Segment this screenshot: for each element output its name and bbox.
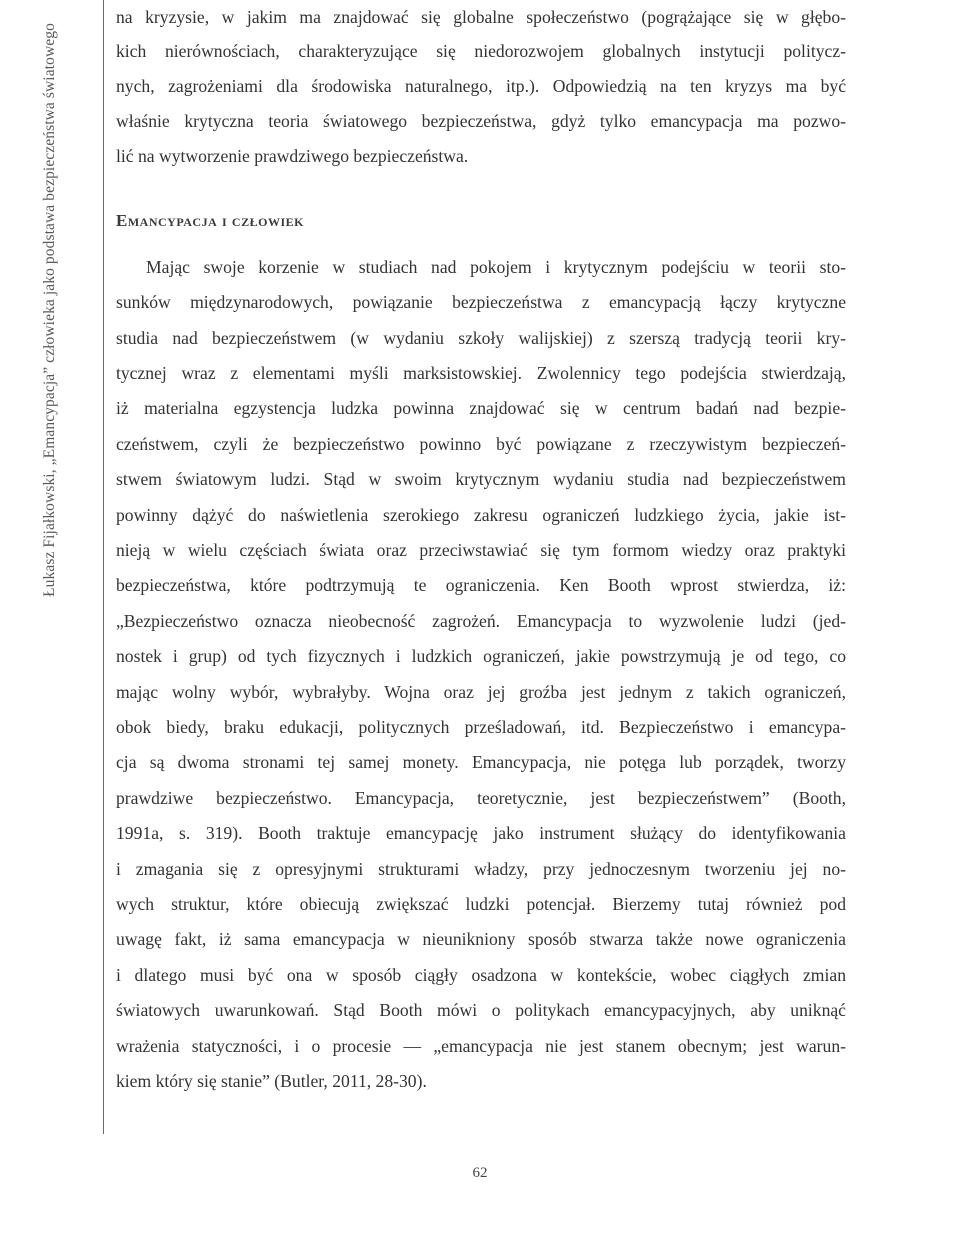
text-line: światowych uwarunkowań. Stąd Booth mówi o politykach emancypacyjnych, aby uniknąć [116, 1000, 846, 1020]
text-line: właśnie krytyczna teoria światowego bezpieczeństwa, gdyż tylko emancypacja ma pozwo- [116, 111, 846, 131]
text-line: czeństwem, czyli że bezpieczeństwo powinno być powiązane z rzeczywistym bezpieczeń- [116, 434, 846, 454]
text-line: stwem światowym ludzi. Stąd w swoim krytycznym wydaniu studia nad bezpieczeństwem [116, 469, 846, 489]
text-line: prawdziwe bezpieczeństwo. Emancypacja, teoretycznie, jest bezpieczeństwem” (Booth, [116, 788, 846, 808]
text-line: i zmagania się z opresyjnymi strukturami władzy, przy jednoczesnym tworzeniu jej no- [116, 859, 846, 879]
text-line: Mając swoje korzenie w studiach nad pokojem i krytycznym podejściu w teorii sto- [146, 257, 846, 277]
text-line: kich nierównościach, charakteryzujące się niedorozwojem globalnych instytucji politycz- [116, 41, 846, 61]
text-line: 1991a, s. 319). Booth traktuje emancypację jako instrument służący do identyfikowania [116, 823, 846, 843]
text-line: lić na wytworzenie prawdziwego bezpieczeństwa. [116, 146, 469, 166]
vertical-rule [103, 0, 104, 1134]
text-line: bezpieczeństwa, które podtrzymują te ograniczenia. Ken Booth wprost stwierdza, iż: [116, 575, 846, 595]
text-line: powinny dążyć do naświetlenia szerokiego zakresu ograniczeń ludzkiego życia, jakie ist- [116, 505, 846, 525]
text-line: uwagę fakt, iż sama emancypacja w nieunikniony sposób stwarza także nowe ograniczenia [116, 929, 846, 949]
text-line: kiem który się stanie” (Butler, 2011, 28-30). [116, 1071, 427, 1091]
text-line: i dlatego musi być ona w sposób ciągły osadzona w kontekście, wobec ciągłych zmian [116, 965, 846, 985]
text-line: nostek i grup) od tych fizycznych i ludzkich ograniczeń, jakie powstrzymują je od tego, co [116, 646, 846, 666]
text-line: tycznej wraz z elementami myśli marksistowskiej. Zwolennicy tego podejścia stwierdzają, [116, 363, 846, 383]
text-line: nieją w wielu częściach świata oraz przeciwstawiać się tym formom wiedzy oraz praktyki [116, 540, 846, 560]
text-line: sunków międzynarodowych, powiązanie bezpieczeństwa z emancypacją łączy krytyczne [116, 292, 846, 312]
running-header-column [0, 0, 100, 1134]
text-line: wych struktur, które obiecują zwiększać ludzki potencjał. Bierzemy tutaj również pod [116, 894, 846, 914]
text-line: wrażenia statyczności, i o procesie — „emancypacja nie jest stanem obecnym; jest warun- [116, 1036, 846, 1056]
section-heading: Emancypacja i człowiek [116, 211, 304, 230]
text-line: studia nad bezpieczeństwem (w wydaniu szkoły walijskiej) z szerszą tradycją teorii kry- [116, 328, 846, 348]
text-line: nych, zagrożeniami dla środowiska naturalnego, itp.). Odpowiedzią na ten kryzys ma być [116, 76, 846, 96]
text-line: „Bezpieczeństwo oznacza nieobecność zagrożeń. Emancypacja to wyzwolenie ludzi (jed- [116, 611, 846, 631]
running-header: Łukasz Fijałkowski, „Emancypacja” człowieka jako podstawa bezpieczeństwa światowego [41, 23, 58, 597]
text-line: iż materialna egzystencja ludzka powinna znajdować się w centrum badań nad bezpie- [116, 398, 846, 418]
page-number: 62 [472, 1165, 488, 1181]
text-line: obok biedy, braku edukacji, politycznych prześladowań, itd. Bezpieczeństwo i emancypa- [116, 717, 846, 737]
text-line: mając wolny wybór, wybrałyby. Wojna oraz jej groźba jest jednym z takich ograniczeń, [116, 682, 846, 702]
text-line: cja są dwoma stronami tej samej monety. Emancypacja, nie potęga lub porządek, tworzy [116, 752, 846, 772]
text-line: na kryzysie, w jakim ma znajdować się globalne społeczeństwo (pogrążające się w głębo- [116, 7, 846, 27]
